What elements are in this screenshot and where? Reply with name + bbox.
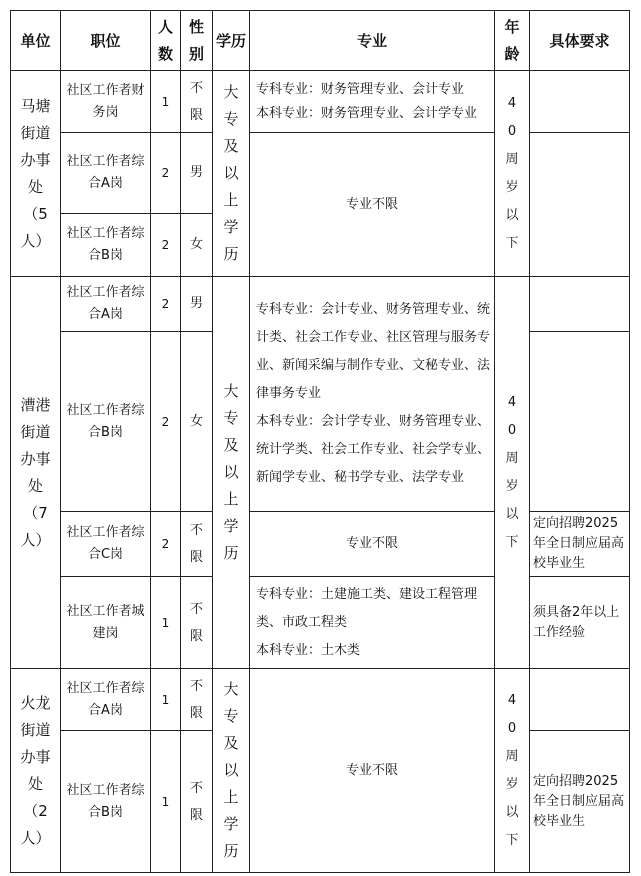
header-major: 专业 xyxy=(250,11,495,71)
position-cell: 社区工作者综合C岗 xyxy=(61,512,151,577)
requirement-cell: 定向招聘2025年全日制应届高校毕业生 xyxy=(530,731,630,873)
gender-cell: 男 xyxy=(181,277,213,332)
count-cell: 2 xyxy=(151,133,181,214)
count-cell: 2 xyxy=(151,214,181,277)
position-cell: 社区工作者综合A岗 xyxy=(61,133,151,214)
count-cell: 1 xyxy=(151,731,181,873)
requirement-cell xyxy=(530,277,630,332)
table-row xyxy=(11,512,630,577)
gender-cell: 女 xyxy=(181,214,213,277)
header-age: 年龄 xyxy=(495,11,530,71)
age-cell: 40周岁以下 xyxy=(495,277,530,669)
table-row xyxy=(11,71,630,133)
requirement-cell xyxy=(530,133,630,277)
age-cell: 40周岁以下 xyxy=(495,669,530,873)
requirement-cell xyxy=(530,71,630,133)
count-cell: 2 xyxy=(151,512,181,577)
position-cell: 社区工作者综合B岗 xyxy=(61,731,151,873)
position-cell: 社区工作者城建岗 xyxy=(61,577,151,669)
header-unit: 单位 xyxy=(11,11,61,71)
table-row xyxy=(11,577,630,669)
gender-cell: 女 xyxy=(181,332,213,512)
education-cell: 大专及以上学历 xyxy=(213,71,250,277)
header-count: 人数 xyxy=(151,11,181,71)
major-cell: 专科专业：会计专业、财务管理专业、统计类、社会工作专业、社区管理与服务专业、新闻采编与制作专业、文秘专业、法律事务专业 本科专业：会计学专业、财务管理专业、统计学类、社会工作专业、社会学专业、新闻学专业、秘书学专业、法学专业 xyxy=(250,277,495,512)
position-cell: 社区工作者综合B岗 xyxy=(61,214,151,277)
requirement-cell xyxy=(530,669,630,731)
major-cell: 专业不限 xyxy=(250,669,495,873)
major-cell: 专业不限 xyxy=(250,133,495,277)
requirement-cell xyxy=(530,332,630,512)
count-cell: 1 xyxy=(151,669,181,731)
count-cell: 2 xyxy=(151,277,181,332)
requirement-cell: 定向招聘2025年全日制应届高校毕业生 xyxy=(530,512,630,577)
age-cell: 40周岁以下 xyxy=(495,71,530,277)
position-cell: 社区工作者综合B岗 xyxy=(61,332,151,512)
header-requirements: 具体要求 xyxy=(530,11,630,71)
gender-cell: 不限 xyxy=(181,669,213,731)
count-cell: 2 xyxy=(151,332,181,512)
table-row xyxy=(11,669,630,731)
requirement-cell: 须具备2年以上工作经验 xyxy=(530,577,630,669)
header-position: 职位 xyxy=(61,11,151,71)
gender-cell: 男 xyxy=(181,133,213,214)
unit-cell: 漕港街道办事处（7人） xyxy=(11,277,61,669)
count-cell: 1 xyxy=(151,577,181,669)
position-cell: 社区工作者综合A岗 xyxy=(61,277,151,332)
table-row xyxy=(11,277,630,332)
unit-cell: 火龙街道办事处（2人） xyxy=(11,669,61,873)
major-cell: 专业不限 xyxy=(250,512,495,577)
table-row xyxy=(11,133,630,214)
recruitment-table xyxy=(10,10,630,873)
gender-cell: 不限 xyxy=(181,71,213,133)
header-education: 学历 xyxy=(213,11,250,71)
position-cell: 社区工作者财务岗 xyxy=(61,71,151,133)
major-cell: 专科专业：土建施工类、建设工程管理类、市政工程类 本科专业：土木类 xyxy=(250,577,495,669)
education-cell: 大专及以上学历 xyxy=(213,277,250,669)
education-cell: 大专及以上学历 xyxy=(213,669,250,873)
header-gender: 性别 xyxy=(181,11,213,71)
count-cell: 1 xyxy=(151,71,181,133)
header-row xyxy=(11,11,630,71)
gender-cell: 不限 xyxy=(181,577,213,669)
unit-cell: 马塘街道办事处（5人） xyxy=(11,71,61,277)
major-cell: 专科专业：财务管理专业、会计专业 本科专业：财务管理专业、会计学专业 xyxy=(250,71,495,133)
gender-cell: 不限 xyxy=(181,731,213,873)
position-cell: 社区工作者综合A岗 xyxy=(61,669,151,731)
gender-cell: 不限 xyxy=(181,512,213,577)
